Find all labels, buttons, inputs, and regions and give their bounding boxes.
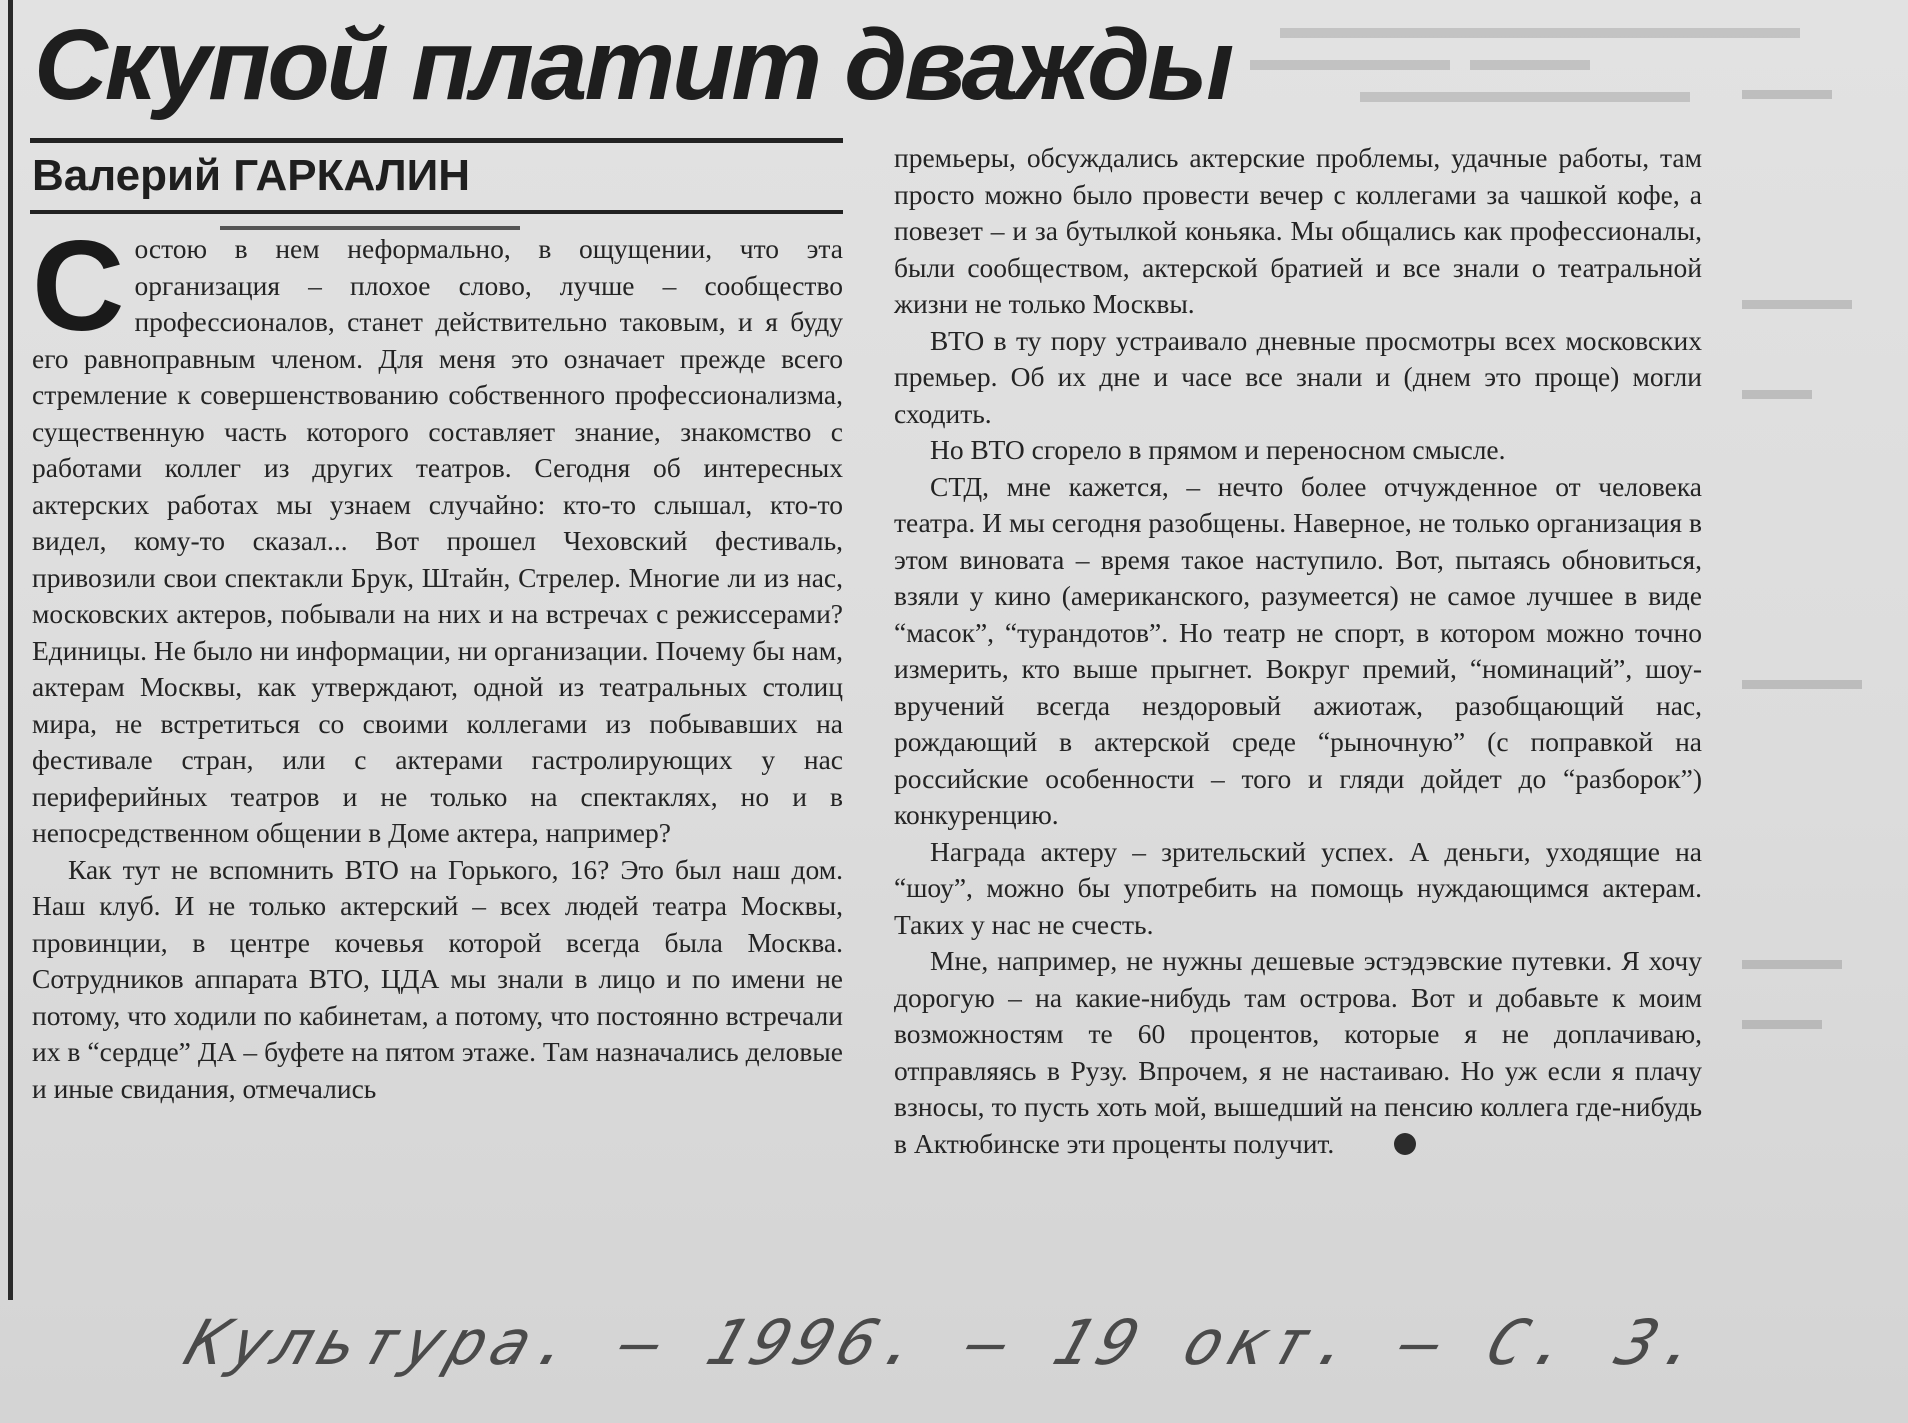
headline-rule [30, 138, 843, 143]
paragraph: ВТО в ту пору устраивало дневные просмотры всех московских премьер. Об их дне и часе все знали и (днем это проще) могли сходить. [894, 324, 1702, 429]
paragraph: Как тут не вспомнить ВТО на Горького, 16? Это был наш дом. Наш клуб. И не только актерский – всех людей театра Москвы, провинции, в центре кочевья которой всегда была Москва. Сотрудников аппарата ВТО, ЦДА мы знали в лицо и по имени не потому, что ходили по кабинетам, а потому, что постоянно встречали их в “сердце” ДА – буфете на пятом этаже. Там назначались деловые и иные свидания, отмечались [32, 853, 843, 1104]
bleed-through-text-right [1712, 60, 1902, 1310]
paragraph: премьеры, обсуждались актерские проблемы, удачные работы, там просто можно было провести вечер с коллегами за чашкой кофе, а повезет – и за бутылкой коньяка. Мы общались как профессионалы, были сообществом, актерской братией и все знали о театральной жизни не только Москвы. [894, 142, 1702, 319]
author-byline: Валерий ГАРКАЛИН [32, 151, 471, 200]
article-column-right [894, 140, 1702, 1300]
paragraph: СТД, мне кажется, – нечто более отчужденное от человека театра. И мы сегодня разобщены. Наверное, не только организация в этом виновата – время такое наступило. Вот, пытаясь обновиться, взяли у кино (американского, разумеется) не самое лучшее в виде “масок”, “турандотов”. Но театр не спорт, в котором можно точно измерить, кто выше прыгнет. Вокруг премий, “номинаций”, шоу-вручений всегда нездоровый ажиотаж, разобщающий нас, рождающий в актерской среде “рыночную” (с поправкой на российские особенности – того и гляди дойдет до “разборок”) конкуренцию. [894, 470, 1702, 830]
last-paragraph [894, 943, 1702, 1162]
paragraph: остою в нем неформально, в ощущении, что эта организация – плохое слово, лучше – сообщество профессионалов, станет действительно таковым, и я буду его равноправным членом. Для меня это означает прежде всего стремление к совершенствованию собственного профессионализма, существенную часть которого составляет знание, знакомство с работами коллег из других театров. Сегодня об интересных актерских работах мы узнаем случайно: кто-то слышал, кто-то видел, кому-то сказал... Вот прошел Чеховский фестиваль, привозили свои спектакли Брук, Штайн, Стрелер. Многие ли из нас, московских актеров, побывали на них и на встречах с режиссерами? Единицы. Не было ни информации, ни организации. Почему бы нам, актерам Москвы, как утверждают, одной из театральных столиц мира, не встретиться со своими коллегами из побывавших на фестивале стран, или с актерами гастролирующих у нас периферийных театров и не только на спектаклях, но и в непосредственном общении в Доме актера, например? [32, 233, 843, 848]
article-column-left [32, 215, 843, 1293]
end-of-article-bullet [1394, 1133, 1416, 1155]
handwritten-source-note: Культура. – 1996. – 19 окт. – С. 3. [177, 1306, 1718, 1379]
column-border [8, 0, 13, 1300]
ornament-rule [220, 226, 520, 230]
paragraph: Награда актеру – зрительский успех. А деньги, уходящие на “шоу”, можно бы употребить на помощь нуждающимся актерам. Таких у нас не счесть. [894, 835, 1702, 940]
paragraph-text: Мне, например, не нужны дешевые эстэдэвские путевки. Я хочу дорогую – на какие-нибудь там острова. Вот и добавьте к моим возможностям те 60 процентов, которые я не доплачиваю, отправляясь в Рузу. Впрочем, я не настаиваю. Но уж если я плачу взносы, то пусть хоть мой, вышедший на пенсию коллега где-нибудь в Актюбинске эти проценты получит. [894, 945, 1702, 1159]
paragraph: Но ВТО сгорело в прямом и переносном смысле. [930, 434, 1506, 465]
drop-cap: С [32, 215, 125, 358]
byline-rule [30, 210, 843, 214]
article-headline: Скупой платит дважды [34, 9, 1232, 121]
